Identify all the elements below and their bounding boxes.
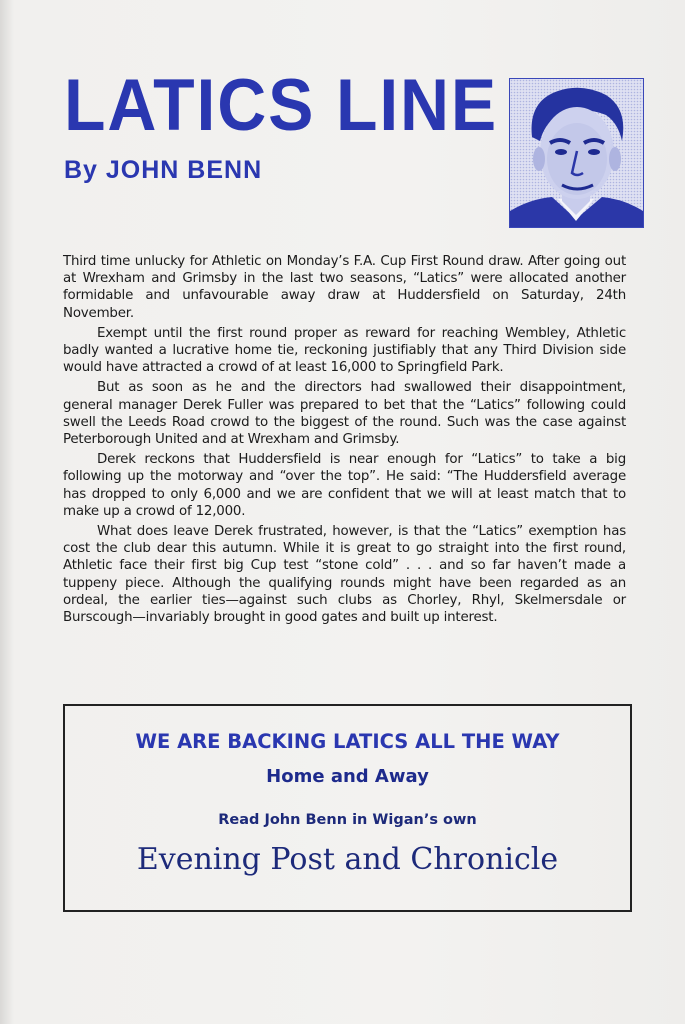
article-paragraph: Exempt until the first round proper as reward for reaching Wembley, Athletic badly wanted a lucrative home tie, reckoning justifiably that any Third Division side would have attracted a crowd of at least 16,000 to Springfield Park. [63,325,626,376]
article-paragraph: What does leave Derek frustrated, however, is that the “Latics” exemption has cost the club dear this autumn. While it is great to go straight into the first round, Athletic face their first big Cup test “stone cold” . . . and so far haven’t made a tuppeny piece. Although the qualifying rounds might have been regarded as an ordeal, the earlier ties—against such clubs as Chorley, Rhyl, Skelmersdale or Burscough—invariably brought in good gates and built up interest. [63,524,626,626]
article-paragraph: Third time unlucky for Athletic on Monday’s F.A. Cup First Round draw. After going out at Wrexham and Grimsby in the last two seasons, “Latics” were allocated another formidable and unfavourable away draw at Huddersfield on Saturday, 24th November. [63,254,626,321]
column-byline: By JOHN BENN [64,156,263,184]
article-body [63,253,626,629]
article-paragraph: Derek reckons that Huddersfield is near enough for “Latics” to take a big following up the motorway and “over the top”. He said: “The Huddersfield average has dropped to only 6,000 and we are confident that we will at least match that to make up a crowd of 12,000. [63,452,626,519]
advert-subheadline: Home and Away [266,766,429,787]
advert-headline: WE ARE BACKING LATICS ALL THE WAY [135,730,560,753]
newspaper-advert [63,704,632,912]
author-photo [509,78,644,228]
portrait-photo-icon [510,79,643,227]
column-title: LATICS LINE [64,65,499,146]
advert-newspaper-name: Evening Post and Chronicle [136,842,559,877]
advert-tagline: Read John Benn in Wigan’s own [218,812,477,828]
article-paragraph: But as soon as he and the directors had swallowed their disappointment, general manager Derek Fuller was prepared to bet that the “Latics” following could swell the Leeds Road crowd to the biggest of the round. Such was the case against Peterborough United and at Wrexham and Grimsby. [63,380,626,448]
